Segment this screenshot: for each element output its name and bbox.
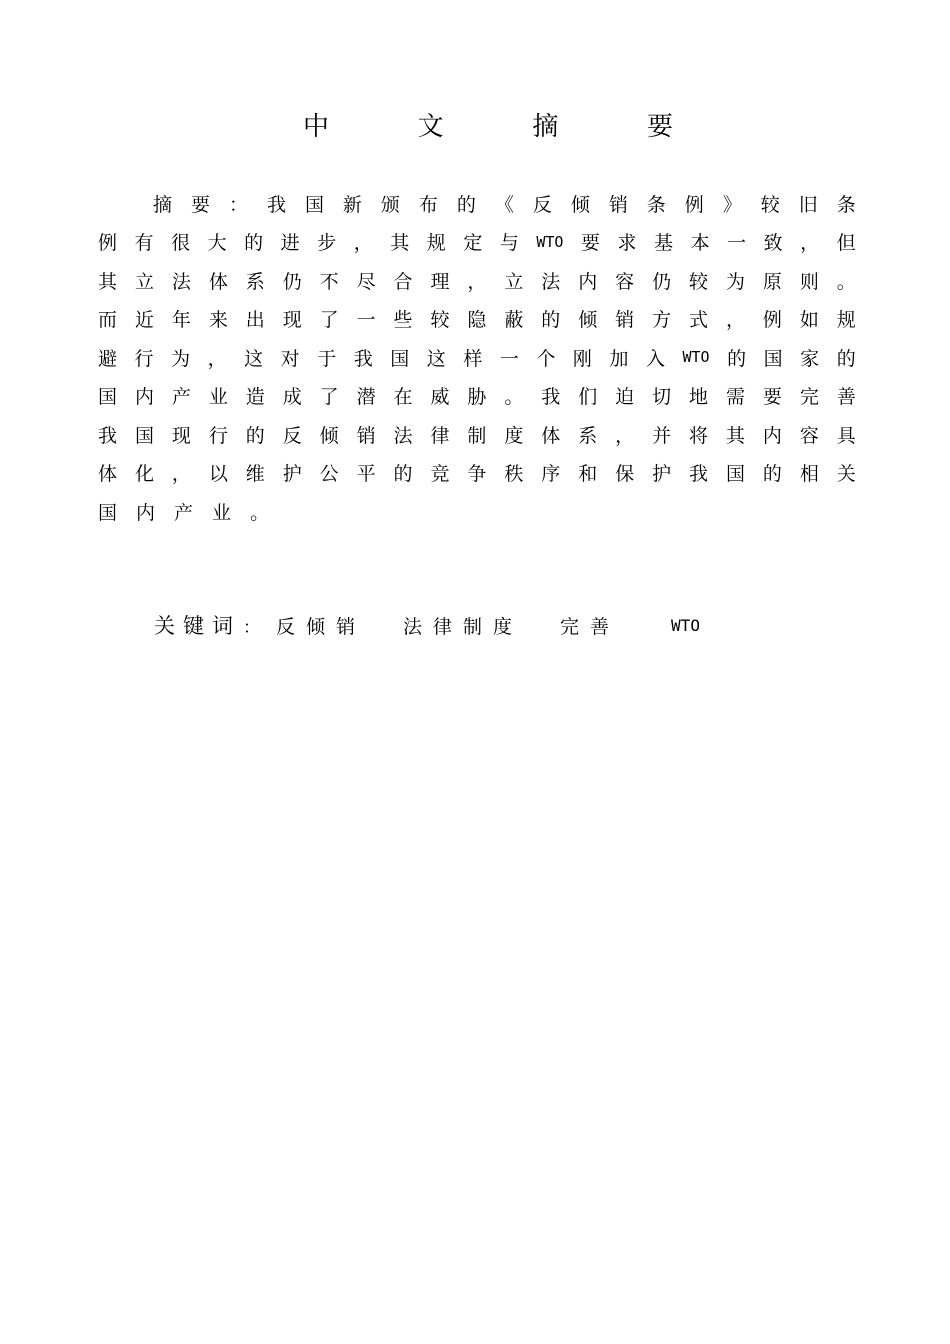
page-title — [303, 110, 673, 144]
abstract-char: 的 — [456, 193, 476, 216]
abstract-char: 秩 — [504, 463, 524, 486]
abstract-char: 合 — [393, 270, 413, 293]
abstract-char: 原 — [762, 270, 782, 293]
abstract-char: 销 — [608, 193, 628, 216]
abstract-char: 其 — [98, 270, 118, 293]
abstract-char: 倾 — [319, 424, 339, 447]
abstract-char: 容 — [615, 270, 635, 293]
abstract-body — [98, 184, 856, 531]
abstract-char: 度 — [504, 424, 524, 447]
abstract-char: 内 — [762, 424, 782, 447]
abstract-char: 加 — [609, 347, 629, 370]
abstract-char: 如 — [799, 309, 819, 332]
abstract-char: 隐 — [467, 309, 487, 332]
abstract-char: 很 — [171, 232, 191, 255]
abstract-char: 这 — [426, 347, 446, 370]
abstract-char: 制 — [467, 424, 487, 447]
abstract-char: 方 — [652, 309, 672, 332]
abstract-char: 家 — [800, 347, 820, 370]
abstract-char: 的 — [727, 347, 747, 370]
abstract-char: 们 — [578, 386, 598, 409]
abstract-char: 一 — [356, 309, 376, 332]
abstract-char: 国 — [98, 501, 118, 524]
keyword: 完善 — [560, 615, 621, 638]
abstract-char: 具 — [836, 424, 856, 447]
abstract-char: 行 — [134, 347, 154, 370]
abstract-char: 样 — [463, 347, 483, 370]
abstract-char: ， — [467, 270, 487, 293]
abstract-char: 内 — [134, 386, 154, 409]
abstract-char: 行 — [208, 424, 228, 447]
abstract-char: 现 — [171, 424, 191, 447]
abstract-char: 。 — [504, 386, 524, 409]
abstract-char: 为 — [171, 347, 191, 370]
abstract-line — [98, 300, 856, 339]
abstract-char: 对 — [280, 347, 300, 370]
abstract-char: 关 — [836, 463, 856, 486]
abstract-char: 律 — [430, 424, 450, 447]
keywords-colon: ： — [243, 617, 260, 638]
title-char: 摘 — [532, 112, 559, 142]
title-char: 要 — [646, 112, 673, 142]
abstract-char: 倾 — [570, 193, 590, 216]
abstract-char: 较 — [760, 193, 780, 216]
abstract-char: 蔽 — [504, 309, 524, 332]
abstract-char: 以 — [208, 463, 228, 486]
abstract-char: 内 — [578, 270, 598, 293]
abstract-char: 立 — [504, 270, 524, 293]
abstract-char: 现 — [282, 309, 302, 332]
abstract-char: 规 — [426, 232, 446, 255]
abstract-char: 地 — [689, 386, 709, 409]
abstract-char: 基 — [654, 232, 674, 255]
abstract-char: 《 — [494, 193, 514, 216]
abstract-char: 迫 — [615, 386, 635, 409]
abstract-char: 较 — [430, 309, 450, 332]
abstract-char: 的 — [244, 232, 264, 255]
keyword: WTO — [671, 615, 700, 635]
keywords-line — [154, 610, 700, 640]
abstract-char: 理 — [430, 270, 450, 293]
abstract-char: ， — [171, 463, 191, 486]
abstract-char: 旧 — [798, 193, 818, 216]
abstract-char: 和 — [578, 463, 598, 486]
abstract-char: 体 — [98, 463, 118, 486]
keywords-label: 关键词 — [154, 614, 241, 638]
abstract-char: ， — [353, 232, 373, 255]
abstract-char: 本 — [690, 232, 710, 255]
abstract-char: 不 — [319, 270, 339, 293]
abstract-char: 我 — [353, 347, 373, 370]
abstract-char: ， — [615, 424, 635, 447]
abstract-char: 反 — [532, 193, 552, 216]
abstract-line — [98, 223, 856, 262]
abstract-char: WTO — [682, 348, 710, 367]
abstract-char: 布 — [418, 193, 438, 216]
abstract-char: 个 — [536, 347, 556, 370]
abstract-char: 刚 — [572, 347, 592, 370]
abstract-char: 条 — [836, 193, 856, 216]
abstract-char: 销 — [356, 424, 376, 447]
abstract-char: 年 — [171, 309, 191, 332]
abstract-char: 条 — [646, 193, 666, 216]
abstract-char: 国 — [725, 463, 745, 486]
abstract-char: 竞 — [430, 463, 450, 486]
abstract-char: 国 — [763, 347, 783, 370]
abstract-char: 产 — [174, 501, 194, 524]
abstract-char: 一 — [727, 232, 747, 255]
abstract-char: ： — [228, 193, 248, 216]
abstract-char: WTO — [536, 232, 564, 251]
abstract-char: 避 — [98, 347, 118, 370]
abstract-char: 大 — [207, 232, 227, 255]
abstract-char: 序 — [541, 463, 561, 486]
abstract-char: 例 — [684, 193, 704, 216]
abstract-char: 致 — [763, 232, 783, 255]
abstract-char: 。 — [250, 501, 270, 524]
abstract-char: ， — [207, 347, 227, 370]
abstract-char: 胁 — [467, 386, 487, 409]
abstract-char: 尽 — [356, 270, 376, 293]
abstract-line — [98, 454, 856, 493]
abstract-char: 有 — [134, 232, 154, 255]
abstract-char: 并 — [652, 424, 672, 447]
abstract-line — [98, 261, 856, 300]
abstract-char: 的 — [762, 463, 782, 486]
abstract-char: 式 — [689, 309, 709, 332]
abstract-char: 其 — [725, 424, 745, 447]
abstract-char: 完 — [799, 386, 819, 409]
abstract-char: 入 — [645, 347, 665, 370]
abstract-char: 平 — [356, 463, 376, 486]
abstract-char: 。 — [836, 270, 856, 293]
abstract-char: 近 — [134, 309, 154, 332]
abstract-char: ， — [725, 309, 745, 332]
abstract-char: 我 — [541, 386, 561, 409]
abstract-char: 的 — [836, 347, 856, 370]
abstract-char: 立 — [134, 270, 154, 293]
abstract-char: 仍 — [282, 270, 302, 293]
abstract-char: 些 — [393, 309, 413, 332]
abstract-char: 切 — [652, 386, 672, 409]
abstract-char: 于 — [317, 347, 337, 370]
abstract-char: 则 — [799, 270, 819, 293]
abstract-char: 将 — [689, 424, 709, 447]
abstract-char: 例 — [762, 309, 782, 332]
abstract-char: 一 — [499, 347, 519, 370]
abstract-char: 摘 — [153, 193, 173, 216]
abstract-char: 在 — [393, 386, 413, 409]
abstract-char: 我 — [689, 463, 709, 486]
abstract-char: 潜 — [356, 386, 376, 409]
abstract-char: 规 — [836, 309, 856, 332]
abstract-char: 化 — [134, 463, 154, 486]
abstract-char: 新 — [342, 193, 362, 216]
abstract-char: 要 — [580, 232, 600, 255]
abstract-char: 例 — [98, 232, 118, 255]
abstract-char: 要 — [762, 386, 782, 409]
abstract-char: 威 — [430, 386, 450, 409]
abstract-char: 公 — [319, 463, 339, 486]
abstract-char: 为 — [725, 270, 745, 293]
abstract-char: 内 — [136, 501, 156, 524]
abstract-char: 其 — [390, 232, 410, 255]
abstract-char: ， — [800, 232, 820, 255]
abstract-line — [98, 184, 856, 223]
abstract-char: 定 — [463, 232, 483, 255]
abstract-char: 销 — [615, 309, 635, 332]
abstract-char: 我 — [266, 193, 286, 216]
abstract-char: 国 — [304, 193, 324, 216]
abstract-char: 这 — [244, 347, 264, 370]
abstract-char: 系 — [578, 424, 598, 447]
abstract-char: 法 — [393, 424, 413, 447]
abstract-char: 的 — [245, 424, 265, 447]
abstract-char: 了 — [319, 309, 339, 332]
abstract-char: 体 — [541, 424, 561, 447]
abstract-char: 但 — [836, 232, 856, 255]
abstract-char: 颁 — [380, 193, 400, 216]
abstract-char: 系 — [245, 270, 265, 293]
keyword: 法律制度 — [403, 615, 524, 638]
abstract-char: 出 — [245, 309, 265, 332]
abstract-char: 》 — [722, 193, 742, 216]
abstract-line — [98, 338, 856, 377]
abstract-char: 护 — [282, 463, 302, 486]
abstract-char: 产 — [171, 386, 191, 409]
abstract-char: 业 — [208, 386, 228, 409]
abstract-char: 国 — [134, 424, 154, 447]
abstract-char: 来 — [208, 309, 228, 332]
abstract-char: 的 — [541, 309, 561, 332]
abstract-char: 需 — [725, 386, 745, 409]
keyword: 反倾销 — [276, 615, 367, 638]
abstract-char: 要 — [190, 193, 210, 216]
abstract-char: 国 — [390, 347, 410, 370]
abstract-line — [98, 492, 856, 531]
abstract-char: 较 — [689, 270, 709, 293]
abstract-char: 求 — [617, 232, 637, 255]
abstract-char: 相 — [799, 463, 819, 486]
abstract-char: 步 — [317, 232, 337, 255]
abstract-char: 护 — [652, 463, 672, 486]
abstract-char: 法 — [541, 270, 561, 293]
abstract-char: 业 — [212, 501, 232, 524]
abstract-char: 保 — [615, 463, 635, 486]
abstract-line — [98, 415, 856, 454]
abstract-char: 反 — [282, 424, 302, 447]
abstract-char: 而 — [98, 309, 118, 332]
title-char: 文 — [417, 112, 444, 142]
abstract-char: 进 — [280, 232, 300, 255]
abstract-char: 体 — [208, 270, 228, 293]
abstract-char: 维 — [245, 463, 265, 486]
abstract-char: 造 — [245, 386, 265, 409]
abstract-char: 我 — [98, 424, 118, 447]
title-char: 中 — [303, 112, 330, 142]
abstract-char: 容 — [799, 424, 819, 447]
abstract-char: 争 — [467, 463, 487, 486]
abstract-char: 倾 — [578, 309, 598, 332]
abstract-char: 国 — [98, 386, 118, 409]
abstract-char: 仍 — [652, 270, 672, 293]
abstract-char: 的 — [393, 463, 413, 486]
abstract-char: 成 — [282, 386, 302, 409]
abstract-line — [98, 377, 856, 416]
abstract-char: 善 — [836, 386, 856, 409]
abstract-char: 了 — [319, 386, 339, 409]
abstract-char: 法 — [171, 270, 191, 293]
abstract-char: 与 — [499, 232, 519, 255]
